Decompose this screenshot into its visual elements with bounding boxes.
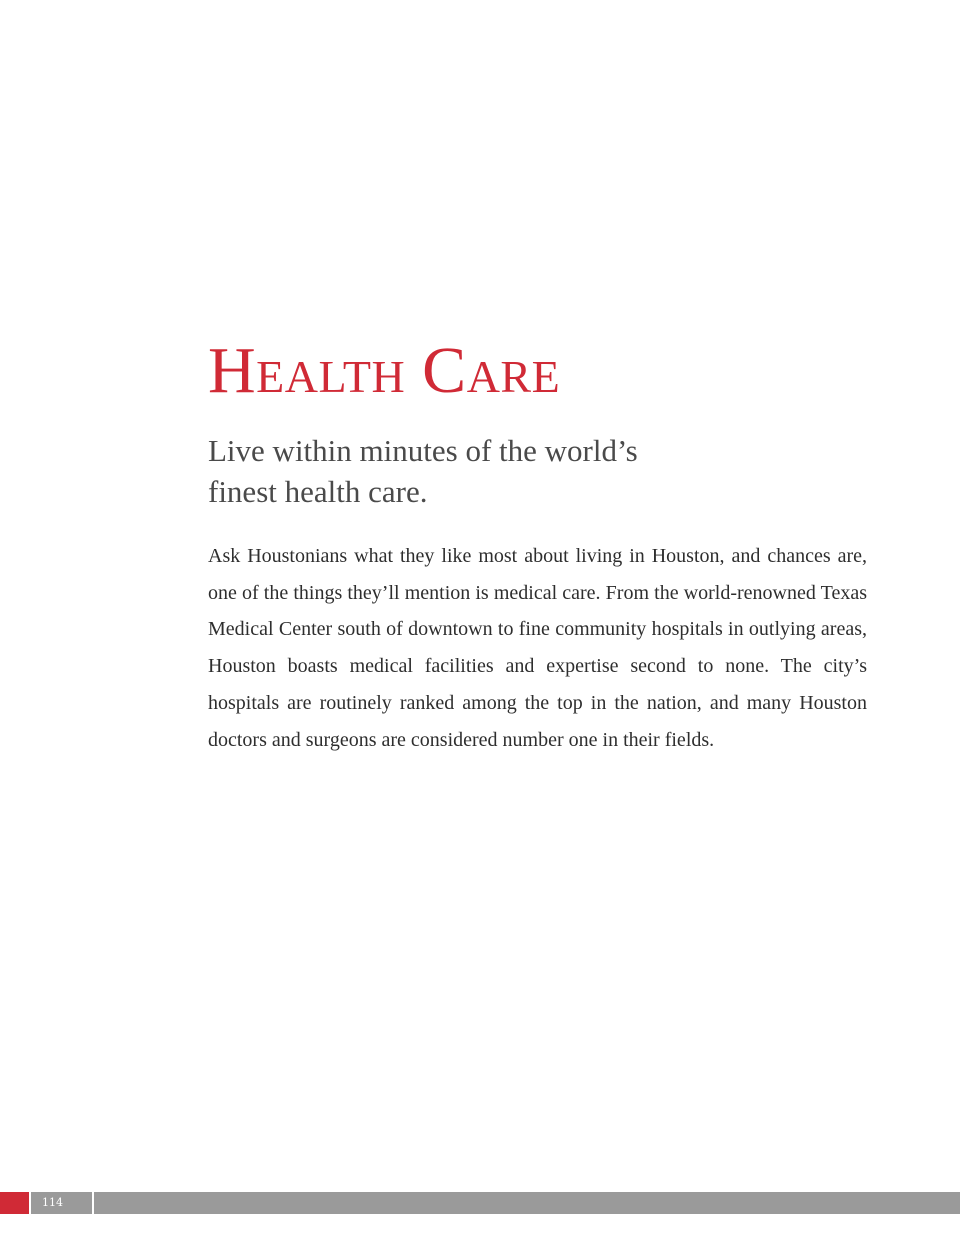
page-title: Health Care [208,334,561,407]
page-number: 114 [42,1196,63,1209]
footer-rule [94,1192,960,1214]
body-paragraph: Ask Houstonians what they like most about living in Houston, and chances are, one of the things they’ll mention is medical care. From the world-renowned Texas Medical Center south of downtown to fine community hospitals in outlying areas, Houston boasts medical facilities and expertise second to none. The city’s hospitals are routinely ranked among the top in the nation, and many Houston doctors and surgeons are considered number one in their fields. [208,545,867,751]
page-subtitle: Live within minutes of the world’s finest health care. [208,433,638,509]
footer-accent-block [0,1192,29,1214]
page-number-tab [31,1192,92,1214]
footer-bar [0,1192,960,1214]
